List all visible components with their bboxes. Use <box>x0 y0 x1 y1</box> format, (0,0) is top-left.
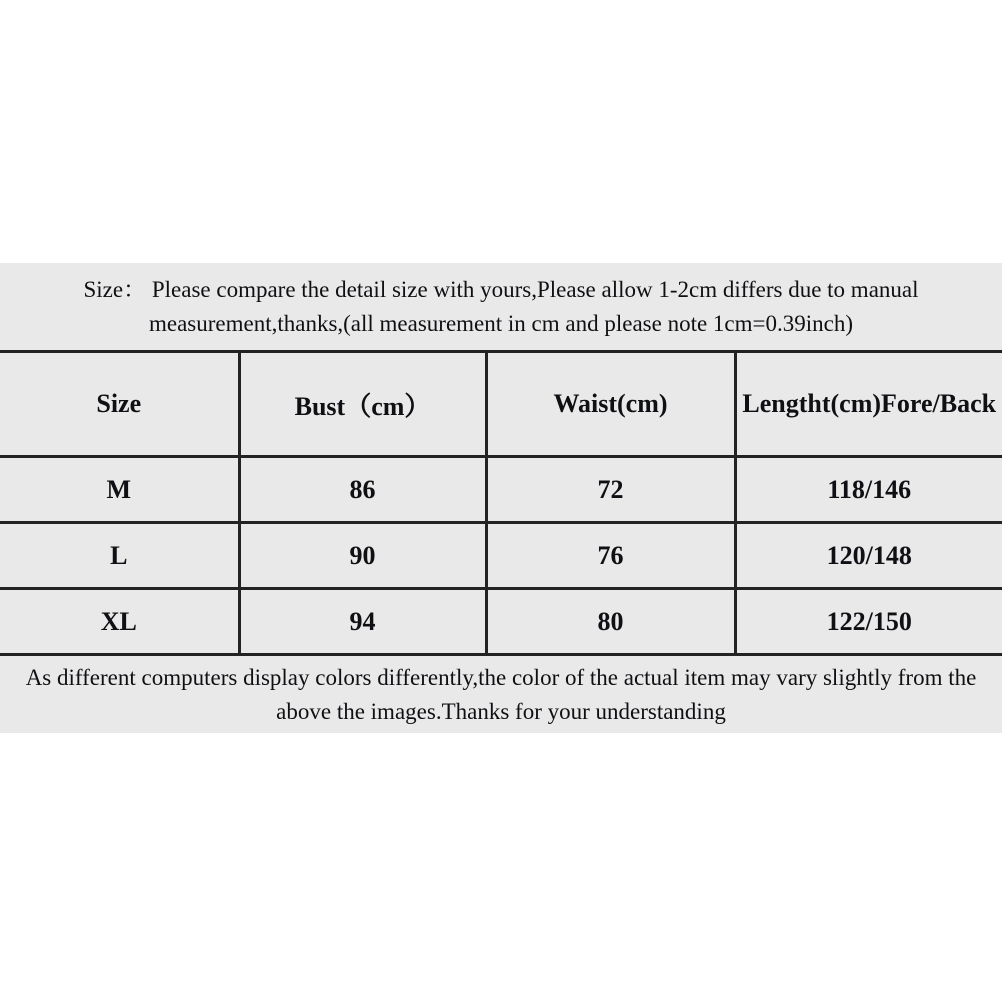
cell-length: 120/148 <box>735 523 1002 589</box>
table-row-m <box>0 457 1002 523</box>
table-row-xl <box>0 589 1002 655</box>
column-header-waist: Waist(cm) <box>486 352 735 457</box>
size-note-line1: Size： Please compare the detail size with yours,Please allow 1-2cm differs due to manual <box>83 276 919 302</box>
color-disclaimer-line2: above the images.Thanks for your understanding <box>276 698 726 724</box>
cell-size: L <box>0 523 239 589</box>
size-info-panel <box>0 263 1002 733</box>
column-header-length: Lengtht(cm)Fore/Back <box>735 352 1002 457</box>
cell-bust: 90 <box>239 523 486 589</box>
cell-waist: 76 <box>486 523 735 589</box>
color-disclaimer-line1: As different computers display colors differently,the color of the actual item may vary slightly from the <box>25 664 977 690</box>
size-note <box>0 263 1002 350</box>
size-table <box>0 350 1002 656</box>
size-note-line2: measurement,thanks,(all measurement in cm and please note 1cm=0.39inch) <box>148 310 853 336</box>
cell-size: M <box>0 457 239 523</box>
cell-length: 122/150 <box>735 589 1002 655</box>
cell-length: 118/146 <box>735 457 1002 523</box>
column-header-bust: Bust（cm） <box>239 352 486 457</box>
color-disclaimer <box>0 656 1002 733</box>
cell-waist: 80 <box>486 589 735 655</box>
cell-bust: 86 <box>239 457 486 523</box>
cell-waist: 72 <box>486 457 735 523</box>
cell-bust: 94 <box>239 589 486 655</box>
header-row <box>0 352 1002 457</box>
table-row-l <box>0 523 1002 589</box>
cell-size: XL <box>0 589 239 655</box>
column-header-size: Size <box>0 352 239 457</box>
